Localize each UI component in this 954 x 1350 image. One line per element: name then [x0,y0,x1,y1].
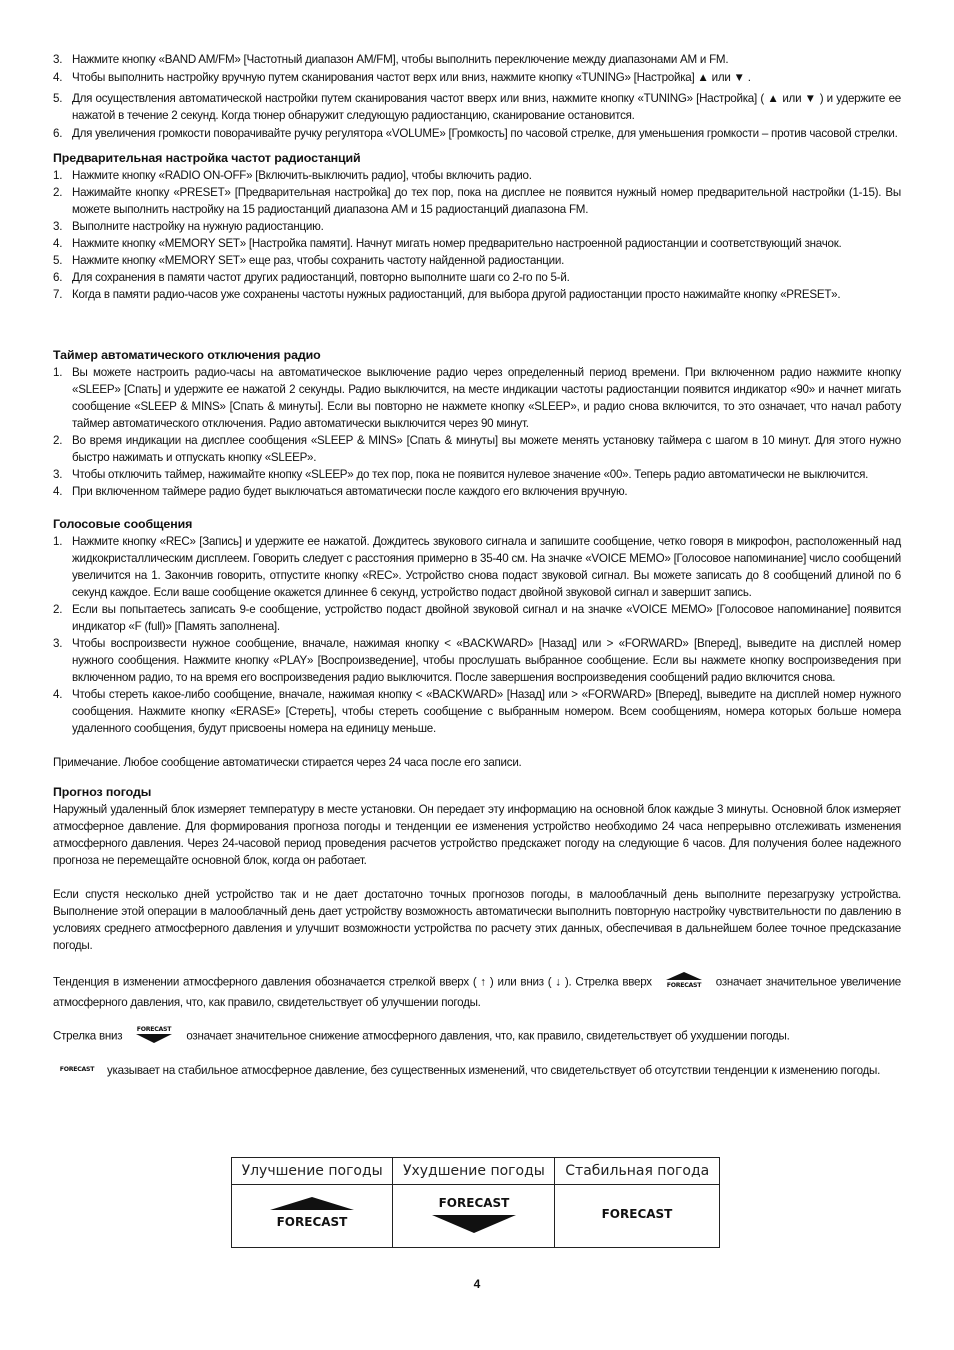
note-text: Примечание. Любое сообщение автоматически стирается через 24 часа после его записи. [53,756,522,769]
weather-trend-table [231,1157,720,1248]
weather-paragraph-1: Наружный удаленный блок измеряет температуру в месте установки. Он передает эту информацию на основной блок каждые 3 минуты. Основной блок измеряет атмосферное давление. Для формирования прогноза погоды и тенденции ее изменения устройство необходимо 24 часа непрерывно отслеживать изменения атмосферного давления. Через 24-часовой период проведения расчетов устройство предскажет погоду на следующие 6 часов. Для получения более надежного прогноза не перемещайте основной блок, когда он работает. [53,803,901,867]
forecast-stable-icon [53,1062,101,1079]
list-item: 4. При включенном таймере радио будет выключаться автоматически после каждого его включения вручную. [53,485,628,498]
table-header-row [232,1158,720,1185]
svg-text:FORECAST: FORECAST [666,982,702,989]
section-title-weather: Прогноз погоды [53,785,152,799]
table-icon-row [232,1185,720,1248]
list-item: 5. Нажмите кнопку «MEMORY SET» еще раз, чтобы сохранить частоту найденной радиостанции. [53,254,565,267]
list-item: 7. Когда в памяти радио-часов уже сохранены частоты нужных радиостанций, для выбора другой радиостанции просто нажимайте кнопку «PRESET». [53,288,841,301]
weather-paragraph-3: Тенденция в изменении атмосферного давления обозначается стрелкой вверх ( ↑ ) или вниз ( ↓ ). Стрелка вверх FORECAST означает значительное увеличение атмосферного давления, что, как правило, свидетельствует об улучшении погоды. [53,971,901,1011]
forecast-down-icon [130,1024,178,1049]
section-title-voice: Голосовые сообщения [53,517,193,531]
forecast-up-icon [262,1194,362,1234]
weather-paragraph-5: FORECAST указывает на стабильное атмосферное давление, без существенных изменений, что свидетельствует об отсутствии тенденции к изменению погоды. [53,1062,901,1079]
arrow-down-icon: ↓ [555,975,561,989]
svg-text:FORECAST: FORECAST [59,1066,95,1074]
page-number: 4 [473,1277,481,1291]
svg-text:FORECAST: FORECAST [276,1215,348,1229]
list-item: 1. Нажмите кнопку «RADIO ON-OFF» [Включить-выключить радио], чтобы включить радио. [53,169,532,182]
forecast-stable-icon [587,1202,687,1226]
weather-paragraph-2: Если спустя несколько дней устройство так и не дает достаточно точных прогнозов погоды, в малооблачный день выполните перезагрузку устройства. Выполнение этой операции в малооблачный день дает устройству возможность автоматически выполнить повторную настройку чувствительности по давлению в условиях среднего атмосферного давления и улучшит возможности устройства по расчету этих данных, обеспечивая в дальнейшем более точное предсказание погоды. [53,888,901,952]
list-item: 2. Если вы попытаетесь записать 9-е сообщение, устройство подаст двойной звуковой сигнал и на значке «VOICE MEMO» [Голосовое напоминание] появится индикатор «F (full)» [Память заполнена]. [53,603,901,633]
list-sleep [53,364,901,500]
cell-improve [232,1185,393,1248]
list-item: 2. Нажимайте кнопку «PRESET» [Предварительная настройка] до тех пор, пока на дисплее не появится нужный номер предварительной настройки (1-15). Вы можете выполнить настройку на 15 радиостанций диапазона AM и 15 радиостанций диапазона FM. [53,186,901,216]
list-radio-basic [53,51,901,142]
svg-text:FORECAST: FORECAST [438,1196,510,1210]
list-item: 5. Для осуществления автоматической настройки путем сканирования частот вверх или вниз, нажмите кнопку «TUNING» [Настройка] ( ▲ или ▼ ) и удержите ее нажатой в течение 2 секунд. Когда тюнер обнаружит следующую радиостанцию, сканирование остановится. [53,92,901,122]
list-item: 4. Чтобы выполнить настройку вручную путем сканирования частот верх или вниз, нажмите кнопку «TUNING» [Настройка] ▲ или ▼ . [53,71,751,84]
list-preset [53,167,901,303]
section-title-preset: Предварительная настройка частот радиостанций [53,151,361,165]
svg-text:FORECAST: FORECAST [601,1207,673,1221]
header-stable: Стабильная погода [555,1158,720,1185]
list-voice [53,533,901,737]
svg-text:FORECAST: FORECAST [137,1026,172,1033]
list-item: 6. Для увеличения громкости поворачивайте ручку регулятора «VOLUME» [Громкость] по часовой стрелке, для уменьшения громкости – против часовой стрелки. [53,127,898,140]
list-item: 3. Чтобы отключить таймер, нажимайте кнопку «SLEEP» до тех пор, пока не появится нулевое значение «00». Теперь радио автоматически не выключится. [53,468,869,481]
document-page [53,50,901,1079]
list-item: 4. Нажмите кнопку «MEMORY SET» [Настройка памяти]. Начнут мигать номер предварительно настроенной радиостанции и соответствующий значок. [53,237,842,250]
section-title-sleep: Таймер автоматического отключения радио [53,348,321,362]
list-item: 1. Вы можете настроить радио-часы на автоматическое выключение радио через определенный период времени. При включенном радио нажмите кнопку «SLEEP» [Спать] и удержите ее нажатой 2 секунды. Радио выключится, на месте индикации частоты радиостанции появится индикатор «90» и начнет мигать сообщение «SLEEP & MINS» [Спать & минуты]. Если вы повторно не нажмете кнопку «SLEEP», и радио снова включится, то это означает, что начал работу таймер автоматического отключения. Радио автоматически выключится через 90 минут. [53,366,901,430]
header-improve: Улучшение погоды [232,1158,393,1185]
list-item: 3. Чтобы воспроизвести нужное сообщение, вначале, нажимая кнопку < «BACKWARD» [Назад] или > «FORWARD» [Вперед], выведите на дисплей номер нужного сообщения. Нажмите кнопку «PLAY» [Воспроизведение], чтобы прослушать выбранное сообщение. Если вы нажмете кнопку воспроизведения при включенном радио, то на время его воспроизведения радио выключится. После завершения воспроизведения сообщений радио включится снова. [53,637,901,684]
list-item: 3. Нажмите кнопку «BAND AM/FM» [Частотный диапазон AM/FM], чтобы выполнить переключение между диапазонами AM и FM. [53,53,729,66]
forecast-down-icon [424,1191,524,1237]
weather-paragraph-4: Стрелка вниз FORECAST означает значительное снижение атмосферного давления, что, как правило, свидетельствует об ухудшении погоды. [53,1024,901,1049]
list-item: 2. Во время индикации на дисплее сообщения «SLEEP & MINS» [Спать & минуты] вы можете менять установку таймера с шагом в 10 минут. Для этого нужно быстро нажимать и отпускать кнопку «SLEEP». [53,434,901,464]
cell-worsen [393,1185,555,1248]
arrow-up-icon: ↑ [480,975,486,989]
list-item: 1. Нажмите кнопку «REC» [Запись] и удержите ее нажатой. Дождитесь звукового сигнала и запишите сообщение, четко говоря в микрофон, расположенный над жидкокристаллическим дисплеем. Говорить следует с расстояния примерно в 35-40 см. На значке «VOICE MEMO» [Голосовое напоминание] число сообщений увеличится на 1. Закончив говорить, отпустите кнопку «REC». Устройство снова подаст звуковой сигнал. Вы можете записать до 8 сообщений длиной по 6 секунд каждое. Если ваше сообщение окажется длиннее 6 секунд, устройство подаст двойной звуковой сигнал и завершит запись. [53,535,901,599]
forecast-up-icon [660,971,708,994]
list-item: 3. Выполните настройку на нужную радиостанцию. [53,220,324,233]
cell-stable [555,1185,720,1248]
header-worsen: Ухудшение погоды [393,1158,555,1185]
list-item: 6. Для сохранения в памяти частот других радиостанций, повторно выполните шаги со 2-го по 5-й. [53,271,570,284]
list-item: 4. Чтобы стереть какое-либо сообщение, вначале, нажимая кнопку < «BACKWARD» [Назад] или > «FORWARD» [Вперед], выведите на дисплей номер нужного сообщения. Нажмите кнопку «ERASE» [Стереть], чтобы стереть сообщение с выбранным номером. Всем сообщениям, номера которых больше номера удаленного сообщения, будут присвоены номера на единицу меньше. [53,688,901,735]
